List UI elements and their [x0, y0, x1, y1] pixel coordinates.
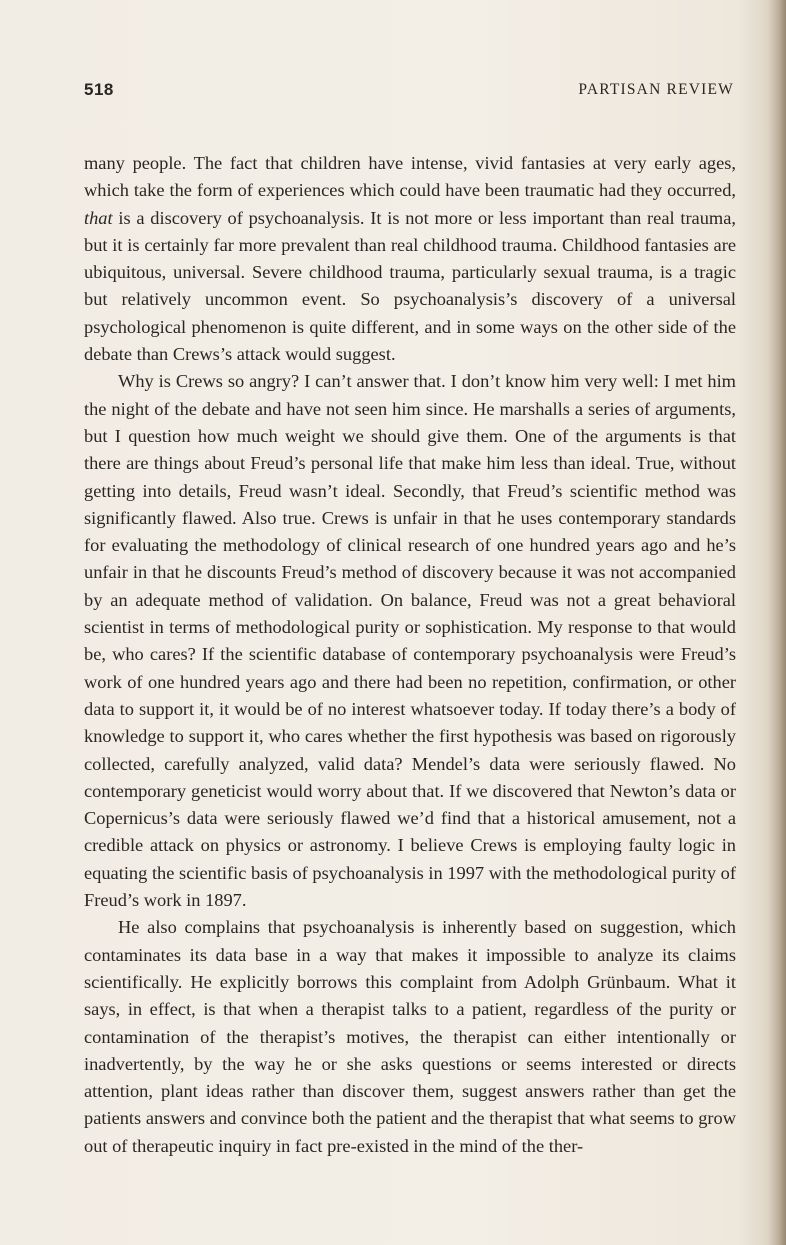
paragraph-1-text-start: many people. The fact that children have intense, vivid fantasies at very early ages, which take the form of experiences which could have been traumatic had they occurred, — [84, 153, 736, 201]
body-text — [84, 150, 736, 1160]
running-head — [84, 80, 734, 102]
paragraph-1-text-end: is a discovery of psychoanalysis. It is not more or less important than real trauma, but it is certainly far more prevalent than real childhood trauma. Childhood fantasies are ubiquitous, universal. Severe childhood trauma, particularly sexual trauma, is a tragic but relatively uncommon event. So psychoanalysis’s discovery of a universal psychological phenomenon is quite different, and in some ways on the other side of the debate than Crews’s attack would suggest. — [84, 207, 736, 365]
paragraph-1 — [84, 150, 736, 368]
binding-gutter-shadow — [768, 0, 786, 1245]
paragraph-3: He also complains that psychoanalysis is inherently based on suggestion, which contaminates its data base in a way that makes it impossible to analyze its claims scientifically. He explicitly borrows this complaint from Adolph Grünbaum. What it says, in effect, is that when a therapist talks to a patient, regardless of the purity or contamination of the therapist’s motives, the therapist can either intentionally or inadvertently, by the way he or she asks questions or seems interested or directs attention, plant ideas rather than discover them, suggest answers rather than get the patients answers and convince both the patient and the therapist that what seems to grow out of therapeutic inquiry in fact pre-existed in the mind of the ther- — [84, 917, 736, 1156]
page-number: 518 — [84, 80, 114, 99]
journal-title: PARTISAN REVIEW — [578, 81, 734, 98]
emphasis-that: that — [84, 207, 113, 228]
paragraph-2: Why is Crews so angry? I can’t answer that. I don’t know him very well: I met him the night of the debate and have not seen him since. He marshalls a series of arguments, but I question how much weight we should give them. One of the arguments is that there are things about Freud’s personal life that make him less than ideal. True, without getting into details, Freud wasn’t ideal. Secondly, that Freud’s scientific method was significantly flawed. Also true. Crews is unfair in that he uses contemporary standards for evaluating the methodology of clinical research of one hundred years ago and he’s unfair in that he discounts Freud’s method of discovery because it was not accompanied by an adequate method of validation. On balance, Freud was not a great behavioral scientist in terms of methodological purity or sophistication. My response to that would be, who cares? If the scientific database of contemporary psychoanalysis were Freud’s work of one hundred years ago and there had been no repetition, confirmation, or other data to support it, it would be of no interest whatsoever today. If today there’s a body of knowledge to support it, who cares whether the first hypothesis was based on rigorously collected, carefully analyzed, valid data? Mendel’s data were seriously flawed. No contemporary geneticist would worry about that. If we discovered that Newton’s data or Copernicus’s data were seriously flawed we’d find that a historical amusement, not a credible attack on physics or astronomy. I believe Crews is employing faulty logic in equating the scientific basis of psychoanalysis in 1997 with the methodological purity of Freud’s work in 1897. — [84, 371, 736, 911]
